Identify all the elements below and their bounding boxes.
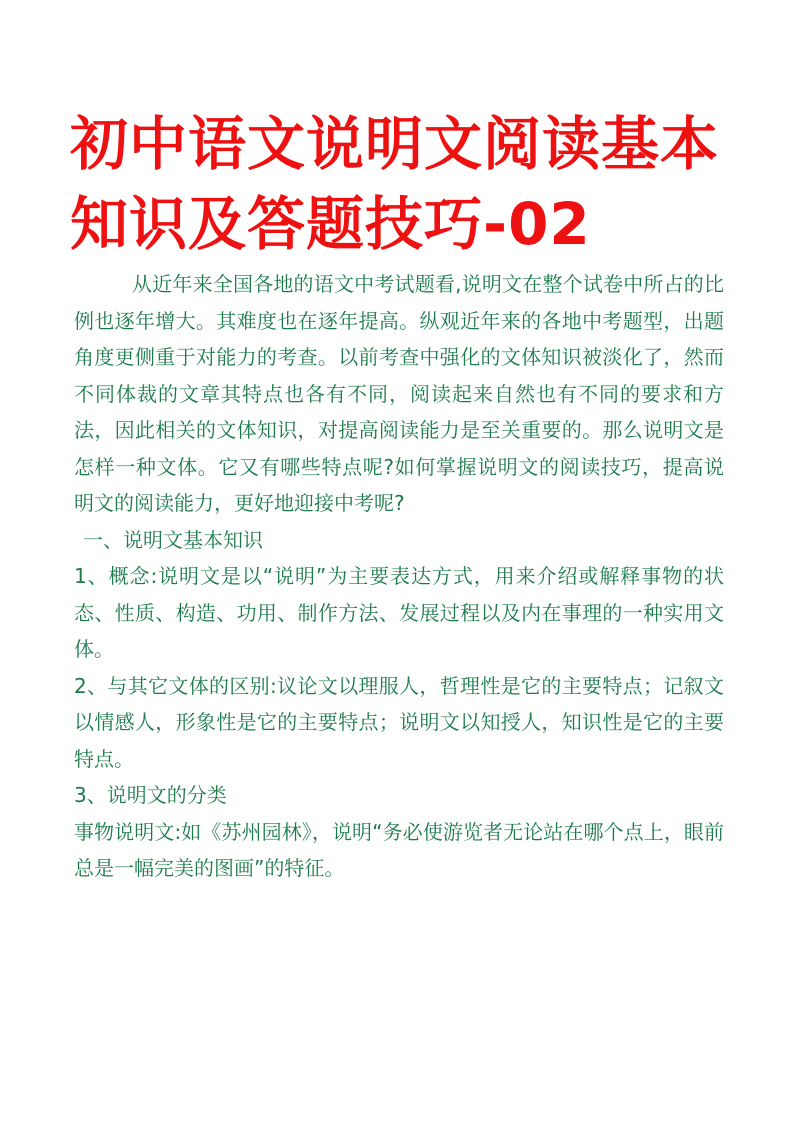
document-body xyxy=(74,266,724,887)
definition-paragraph: 1、概念:说明文是以“说明”为主要表达方式，用来介绍或解释事物的状态、性质、构造、功用、制作方法、发展过程以及内在事理的一种实用文体。 xyxy=(74,564,724,661)
intro-paragraph: 从近年来全国各地的语文中考试题看,说明文在整个试卷中所占的比例也逐年增大。其难度也在逐年提高。纵观近年来的各地中考题型，出题角度更侧重于对能力的考查。以前考查中强化的文体知识被淡化了，然而不同体裁的文章其特点也各有不同，阅读起来自然也有不同的要求和方法，因此相关的文体知识，对提高阅读能力是至关重要的。那么说明文是怎样一种文体。它又有哪些特点呢?如何掌握说明文的阅读技巧，提高说明文的阅读能力，更好地迎接中考呢? xyxy=(74,272,724,515)
example-paragraph: 事物说明文:如《苏州园林》，说明“务必使游览者无论站在哪个点上，眼前总是一幅完美的图画”的特征。 xyxy=(74,819,724,880)
comparison-paragraph: 2、与其它文体的区别:议论文以理服人，哲理性是它的主要特点；记叙文以情感人，形象性是它的主要特点；说明文以知授人，知识性是它的主要特点。 xyxy=(74,673,724,771)
classification-heading: 3、说明文的分类 xyxy=(74,783,227,807)
section-heading: 一、说明文基本知识 xyxy=(83,527,263,552)
document-title: 初中语文说明文阅读基本知识及答题技巧-02 xyxy=(70,110,720,258)
